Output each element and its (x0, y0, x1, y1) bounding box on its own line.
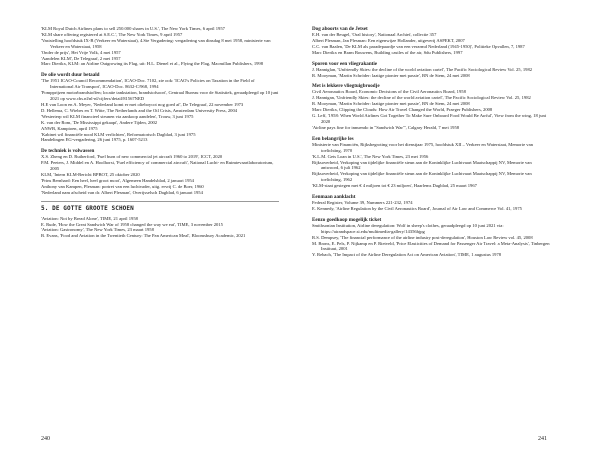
left-section-techniek (41, 148, 279, 195)
section-heading: Een belangrijke les (312, 135, 354, 142)
reference-entry: 'KLM Royal Dutch Airlines plans to sell 250.000 shares in U.S.', The New York Times, 6 april 1957 (41, 26, 225, 31)
reference-entry: E.H. van der Beugel, 'Oral history', Nationaal Archief, collectie 357 (312, 32, 437, 37)
reference-entry: Anthony van Kampen, Plesman: portret van een luchtvader, uitg. ervrij C. de Boer, 1960 (41, 183, 204, 189)
right-section-aanklacht (312, 194, 550, 212)
reference-entry: 'KLM share offering registered at S.E.C.', The New York Times, 9 april 1957 (41, 31, 183, 37)
reference-entry: 'Aviation: Gastronomy', The New York Times, 23 maart 1958 (41, 227, 154, 233)
reference-entry: P.M. Peeters, J. Middel en A. Hoolhorst, 'Fuel efficiency of commercial aircraft', National Lucht- en Ruimtevaartlaboratorium, 2005 (41, 160, 274, 172)
right-section-les (312, 136, 550, 189)
section-heading: Eenzo goedkoop mogelijk ticket (312, 216, 382, 223)
reference-entry: 'Vaststelling hoofdstuk IX-B (Verkeer en Waterstaat), 4.Ste Vergadering: vergadering van dinsdag 8 mei 1958, ministerie van Verkeer en Waterstaat, 1958 (41, 37, 271, 49)
right-section-broodje (312, 83, 550, 130)
reference-entry: X.S. Zheng en D. Rutherford, 'Fuel burn of new commercial jet aircraft 1960 to 2019', ICCT, 2020 (41, 154, 223, 160)
reference-entry: Civil Aeronautics Board, Economic Decisions of the Civil Aeronautics Board, 1958 (312, 89, 466, 95)
reference-entry: R.S. Dempsey, 'The financial performance of the airline industry post-deregulation', Houston Law Review vol. 45, 2008 (312, 234, 533, 240)
reference-entry: G. Leff, '1958: When World Airlines Got Together To Make Sure Onboard Food Would Be Awful', View from the wing, 18 juni 2020 (312, 113, 547, 124)
left-block-0 (41, 26, 279, 67)
reference-entry: Rijksoverheid, Verkoping van tijdelijke financiële steun aan de Koninklijke Luchtvaart Maatschappij NV, Memorie van antwoord, 6 juli 1962 (312, 159, 532, 171)
reference-entry: 'Aviation: Not by Bread Alone', TIME, 21 april 1958 (41, 215, 138, 221)
reference-entry: 'Kabinet wil financiële nood KLM verlichten', Reformatorisch Dagblad, 3 juni 1975 (41, 131, 196, 137)
page-number-right: 241 (538, 436, 547, 442)
reference-entry: J. Hannigan, 'Unfriendly Skies: the decline of the world aviation cartel', The Pacific Sociological Review Vol. 25, 1982 (312, 95, 531, 101)
section-heading: Met is lekkere vliegtuigbroodje (312, 83, 380, 90)
reference-entry: 'Aandelen KLM', De Telegraaf, 2 mei 1957 (41, 55, 121, 61)
section-heading: De techniek is volwassen (41, 148, 95, 155)
chapter-divider (41, 201, 279, 202)
right-page (312, 26, 550, 258)
reference-entry: Rijksoverheid, Verkoping van tijdelijke financiële steun aan de Koninklijke Luchtvaart Maatschappij NV, Memorie van toelichting, 1962 (312, 171, 532, 183)
reference-entry: J. Hanniglan, 'Unfriendly Skies: the decline of the world aviation cartel', The Pacific Sociological Review Vol. 25, 1982 (312, 66, 533, 72)
reference-entry: 'Prins Bernhard: Een heel, heel groot moot', Algemeen Handelsblad, 2 januari 1954 (41, 177, 194, 183)
reference-entry: Y. Rebach, 'The Impact of the Airline Deregulation Act on American Aviation', TIME, 1 augustus 1978 (312, 252, 502, 258)
right-section-sporen (312, 61, 550, 79)
right-section-ticket (312, 217, 550, 258)
reference-entry: 'Airline pays fine for innuendo in "Sandwich War"', Calgary Herald, 7 mei 1958 (312, 124, 460, 130)
reference-entry: Federal Register, Volume 39, Nummers 221-232, 1974 (312, 200, 413, 206)
reference-entry: Marc Dierikx en Bram Bouwens, Building castles of the air, Sdu Publishers, 1997 (312, 49, 463, 55)
section-heading: Sporen voor een vliegrakantie (312, 60, 378, 67)
reference-entry: Marc Dierikx, KLM: an Airline Outgrowing its Flag, uit: H.L. Dienel et al., Flying the Flag, Macmillan Publishers, 1998 (41, 61, 264, 67)
reference-entry: M. Brons, E. Pels, P. Nijkamp en P. Rietveld, 'Price Elasticities of Demand for Passenger Air Travel: a Meta-Analysis', Tinbergen Instituut, 2001 (312, 240, 550, 252)
reference-entry: 'Westerterp wil KLM financieel steunen via aankoop aandelen', Trouw, 3 juni 1975 (41, 113, 194, 119)
left-page (41, 26, 279, 239)
reference-entry: Marc Dierikx, Clipping the Clouds: How Air Travel Changed the World, Praeger Publishers, 2008 (312, 107, 493, 113)
reference-entry: K. van der Rom, 'De Mississippi gekaapt', Andere Tijden, 2002 (41, 119, 158, 125)
chapter-title: 5. DE GOTTE GROOTE SCHOEN (41, 204, 134, 212)
section-heading: De olie wordt duur betaald (41, 72, 100, 79)
reference-entry: 'K.L.M. Gets Loan in U.S.', The New York Times, 23 mei 1956 (312, 153, 429, 159)
reference-entry: Albert Plesman, Jan Plesman: Een eigenwijze Hollander, uitgeverij ASPEKT, 2007 (312, 37, 465, 43)
reference-entry: Ministerie van Financiën, Rijksbegroting voor het dienstjaar 1975, hoofdstuk XII – Verkeer en Waterstaat, Memorie van toelichting, 1970 (312, 141, 533, 153)
reference-entry: B. Evans, 'Food and Aviation in the Twentieth Century: The Pan American Meal', Bloomsbury Academic, 2021 (41, 233, 246, 239)
reference-entry: Smithsonian Institution, Airline deregulation: Wolf in sheep's clothes, geraadpleegd op 10 juni 2021 via: https://airandspace.si.edu/multimedia-gallery/14356hjpg (312, 222, 504, 234)
reference-entry: E. Kennedy, 'Airline Regulation by the Civil Aeronautics Board', Journal of Air Law and Commerce Vol. 41, 1975 (312, 205, 522, 211)
reference-entry: R. Mooyman, 'Martin Schröder: laatige pionier met passie', BN de Stem, 24 mei 2008 (312, 101, 470, 107)
section-heading: Dog aboorts van de Jetset (312, 26, 368, 32)
page-number-left: 240 (41, 436, 50, 442)
reference-entry: ANWB, Kampioen, april 1975 (41, 125, 98, 131)
reference-entry: E. Rude, 'How the Great Sandwich War of 1958 changed the way we eat', TIME, 3 november 2015 (41, 221, 223, 227)
reference-entry: 'KLM-staat gestegen met € 4 miljoen tot € 23 miljoen', Haarlems Dagblad, 25 maart 1967 (312, 183, 477, 189)
left-section-olie (41, 72, 279, 143)
chapter-section (41, 201, 279, 240)
reference-entry: Handelingen EG-vergadering, 26 juni 1975, p. 1607-5213 (41, 137, 148, 143)
reference-entry: 'Nederland nam afscheid van dr. Albert Plesman', Overijsselsch Dagblad, 6 januari 1954 (41, 189, 203, 195)
reference-entry: 'The 1951 ICAO-Council Recommendation', ICAO-Doc. 7102, zie ook: 'ICAO's Policies on Taxation in the Field of International Air Transport', ICAO-Doc. 8632-C/968, 1994 (41, 78, 255, 90)
reference-entry: C.C. van Baalen, 'De KLM als paradepaardje van een verarmd Nederland (1945-1950)', Politieke Opvallen, 7, 1987 (312, 43, 525, 49)
reference-entry: 'Pompprijzen motorbrandstoffen; locatie tankstation, brandstofsoort', Centraal Bureau voor de Statistiek, geraadpleegd op 10 juni 2021 op www.cbs.nl/nl-nl/cijfers/detail/81567NED (41, 90, 279, 102)
right-section-jetset (312, 26, 550, 56)
section-heading: Eenmaan aanklacht (312, 194, 356, 201)
reference-entry: 'Onder de prijs', Het Vrije Volk, 4 mei 1957 (41, 49, 121, 55)
reference-entry: KLM, 'Intern KLM-Bericht BPBOT, 25 oktober 2020 (41, 172, 140, 178)
reference-entry: D. Hellema, C. Wiebes en T. Witte, The Netherlands and the Oil Crisis, Amsterdam University Press, 2004 (41, 107, 238, 113)
reference-entry: H.E van Loon en A. Meyer, 'Nederland komt er met olieboycot nog goed af', De Telegraaf, 22 november 1973 (41, 101, 244, 107)
reference-entry: R. Mooyman, 'Martin Schröder: laatige pionier met passie', BN de Stem, 24 mei 2008 (312, 72, 470, 78)
